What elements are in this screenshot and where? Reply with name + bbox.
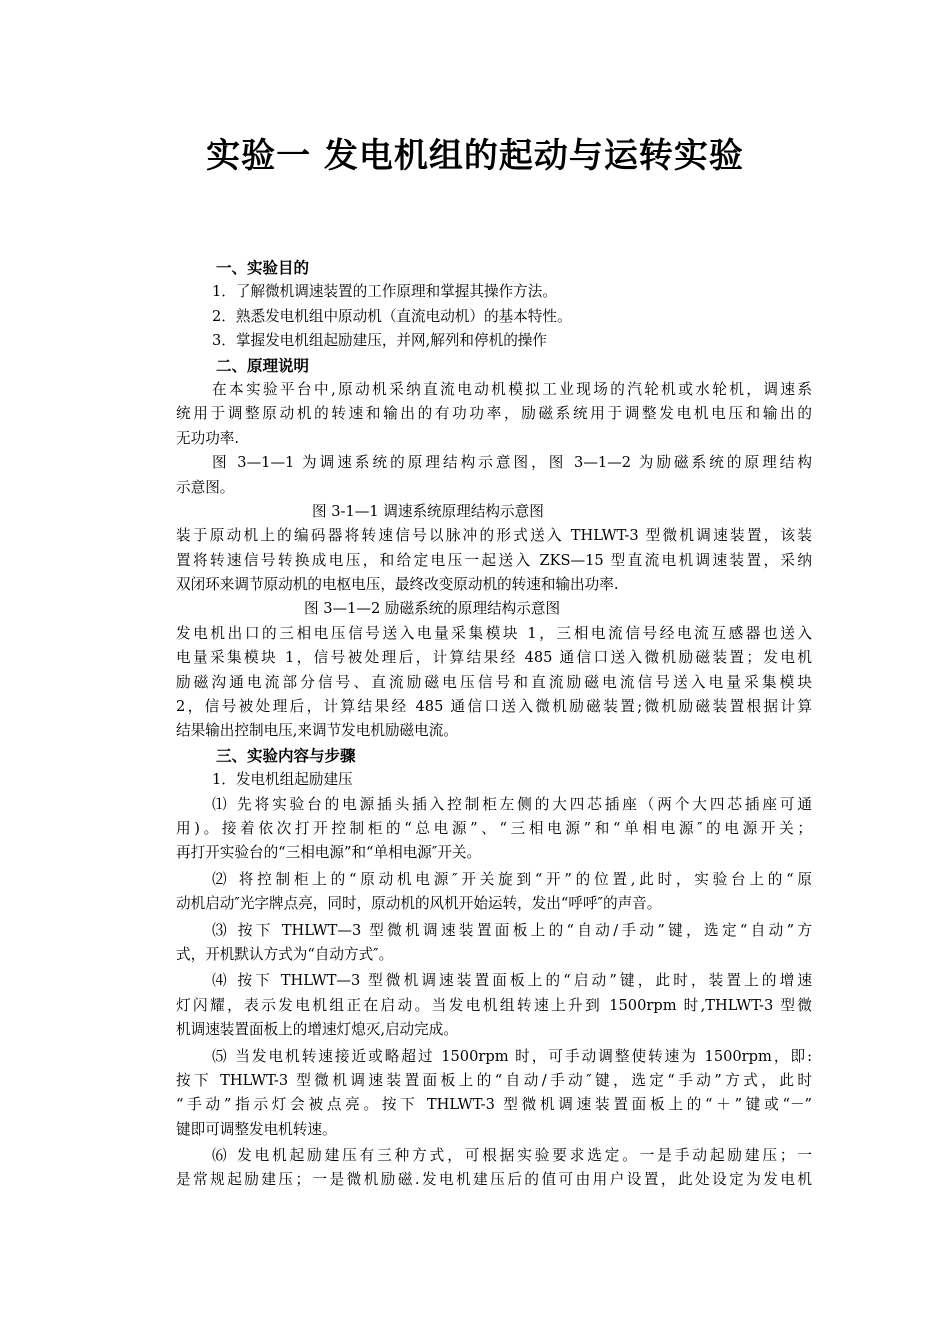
step-line: 动机启动″光字牌点亮，同时，原动机的风机开始运转，发出“呼呼″的声音。: [176, 895, 662, 913]
step-line: 键即可调整发电机转速。: [176, 1120, 337, 1138]
subsection-title: 1．发电机组起励建压: [212, 771, 353, 789]
paragraph-line: 无功功率.: [176, 429, 240, 447]
step-line: ⑵ 将控制柜上的“原动机电源″开关旋到“开”的位置,此时，实验台上的“原: [212, 870, 812, 888]
section-heading-procedure: 三、实验内容与步骤: [216, 746, 356, 765]
paragraph-line: 统用于调整原动机的转速和输出的有功功率，励磁系统用于调整发电机电压和输出的: [176, 405, 812, 423]
paragraph-line: 发电机出口的三相电压信号送入电量采集模块 1，三相电流信号经电流互感器也送入: [176, 624, 812, 642]
paragraph-line: 2，信号被处理后，计算结果经 485 通信口送入微机励磁装置;微机励磁装置根据计算: [176, 698, 812, 716]
step-line: 按下 THLWT-3 型微机调速装置面板上的“自动/手动″键，选定“手动”方式，此时: [176, 1071, 812, 1089]
paragraph-line: 励磁沟通电流部分信号、直流励磁电压信号和直流励磁电流信号送入电量采集模块: [176, 673, 812, 691]
paragraph-line: 置将转速信号转换成电压，和给定电压一起送入 ZKS—15 型直流电机调速装置，采纳: [176, 551, 812, 569]
step-line: 式，开机默认方式为“自动方式″。: [176, 945, 394, 963]
step-line: ⑹ 发电机起励建压有三种方式，可根据实验要求选定。一是手动起励建压；一: [212, 1147, 812, 1165]
section-heading-purpose: 一、实验目的: [216, 259, 310, 277]
figure-caption-speed: 图 3-1—1 调速系统原理结构示意图: [312, 502, 544, 520]
step-line: ⑴ 先将实验台的电源插头插入控制柜左侧的大四芯插座（两个大四芯插座可通: [212, 795, 812, 813]
step-line: 灯闪耀，表示发电机组正在启动。当发电机组转速上升到 1500rpm 时,THLWT-3 型微: [176, 996, 812, 1014]
purpose-item: 3．掌握发电机组起励建压，并网,解列和停机的操作: [212, 332, 547, 350]
step-line: 再打开实验台的“三相电源”和“单相电源″开关。: [176, 844, 482, 862]
purpose-item: 2．熟悉发电机组中原动机（直流电动机）的基本特性。: [212, 307, 572, 325]
step-line: ⑸ 当发电机转速接近或略超过 1500rpm 时，可手动调整使转速为 1500rpm，即:: [212, 1047, 812, 1065]
paragraph-line: 双闭环来调节原动机的电枢电压，最终改变原动机的转速和输出功率.: [176, 576, 619, 594]
step-line: 是常规起励建压；一是微机励磁.发电机建压后的值可由用户设置，此处设定为发电机: [176, 1171, 812, 1189]
paragraph-line: 图 3—1—1 为调速系统的原理结构示意图，图 3—1—2 为励磁系统的原理结构: [212, 454, 812, 472]
paragraph-line: 在本实验平台中,原动机采纳直流电动机模拟工业现场的汽轮机或水轮机，调速系: [212, 380, 812, 398]
step-line: ⑷ 按下 THLWT—3 型微机调速装置面板上的“启动”键，此时，装置上的增速: [212, 972, 812, 990]
paragraph-line: 结果输出控制电压,来调节发电机励磁电流。: [176, 722, 458, 740]
step-line: 用)。接着依次打开控制柜的“总电源”、“三相电源”和“单相电源″的电源开关；: [176, 819, 812, 837]
document-body: [176, 256, 812, 1193]
figure-caption-excitation: 图 3—1—2 励磁系统的原理结构示意图: [304, 600, 561, 618]
step-line: ⑶ 按下 THLWT—3 型微机调速装置面板上的“自动/手动”键，选定“自动”方: [212, 921, 812, 939]
paragraph-line: 示意图。: [176, 478, 235, 496]
paragraph-line: 装于原动机上的编码器将转速信号以脉冲的形式送入 THLWT-3 型微机调速装置，该装: [176, 527, 812, 545]
step-line: 机调速装置面板上的增速灯熄灭,启动完成。: [176, 1021, 458, 1039]
purpose-item: 1．了解微机调速装置的工作原理和掌握其操作方法。: [212, 283, 557, 301]
paragraph-line: 电量采集模块 1，信号被处理后，计算结果经 485 通信口送入微机励磁装置；发电机: [176, 649, 812, 667]
step-line: “手动”指示灯会被点亮。按下 THLWT-3 型微机调速装置面板上的“＋”键或“－”: [176, 1096, 812, 1114]
section-heading-principle: 二、原理说明: [216, 356, 310, 375]
page-title: 实验一 发电机组的起动与运转实验: [206, 136, 744, 176]
